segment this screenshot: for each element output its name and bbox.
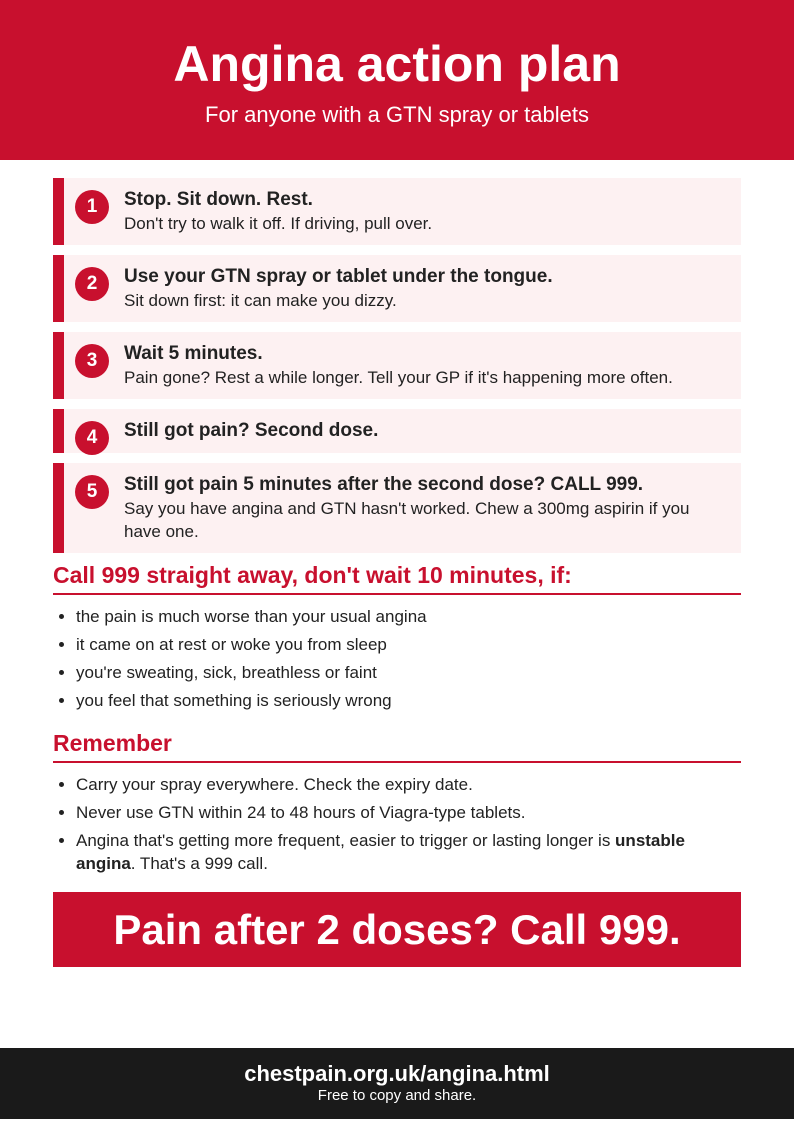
step-title: Still got pain 5 minutes after the second dose? CALL 999. [124,474,644,495]
footer-note: Free to copy and share. [317,1087,477,1104]
step-2 [53,255,741,322]
list-item: • the pain is much worse than your usual angina [76,605,741,628]
list-item-text: Angina that's getting more frequent, easier to trigger or lasting longer is [76,831,616,850]
step-description: Pain gone? Rest a while longer. Tell your GP if it's happening more often. [124,368,673,387]
list-item: • Carry your spray everywhere. Check the expiry date. [76,773,741,796]
step-4 [53,409,741,453]
page-header [0,0,794,160]
step-number-badge: 2 [75,267,109,301]
page-subtitle: For anyone with a GTN spray or tablets [205,102,589,127]
step-title: Use your GTN spray or tablet under the tongue. [124,266,553,287]
list-item-text: . That's a 999 call. [130,854,268,873]
steps-list [53,178,741,563]
footer-url: chestpain.org.uk/angina.html [244,1061,550,1086]
step-number-badge: 4 [75,421,109,455]
page-title: Angina action plan [173,36,621,92]
step-1 [53,178,741,245]
step-description: Sit down first: it can make you dizzy. [124,291,397,310]
list-item-unstable-angina [76,829,741,875]
list-item: • you're sweating, sick, breathless or faint [76,661,741,684]
step-title: Still got pain? Second dose. [124,420,379,441]
step-3 [53,332,741,399]
step-number-badge: 1 [75,190,109,224]
call-999-banner: Pain after 2 doses? Call 999. [53,892,741,967]
step-description: Say you have angina and GTN hasn't worked. Chew a 300mg aspirin if you have one. [124,499,690,541]
step-description: Don't try to walk it off. If driving, pull over. [124,214,433,233]
list-item: • it came on at rest or woke you from sleep [76,633,741,656]
unstable-angina-term: unstable angina [76,831,685,873]
step-title: Wait 5 minutes. [124,343,263,364]
step-title: Stop. Sit down. Rest. [124,189,313,210]
list-item: • Never use GTN within 24 to 48 hours of Viagra-type tablets. [76,801,741,824]
list-item: • you feel that something is seriously wrong [76,689,741,712]
remember-list [53,773,741,880]
call-now-list [53,605,741,717]
step-number-badge: 5 [75,475,109,509]
remember-heading: Remember [53,728,741,763]
step-number-badge: 3 [75,344,109,378]
call-now-heading: Call 999 straight away, don't wait 10 minutes, if: [53,560,741,595]
page-footer [0,1048,794,1119]
step-5 [53,463,741,553]
